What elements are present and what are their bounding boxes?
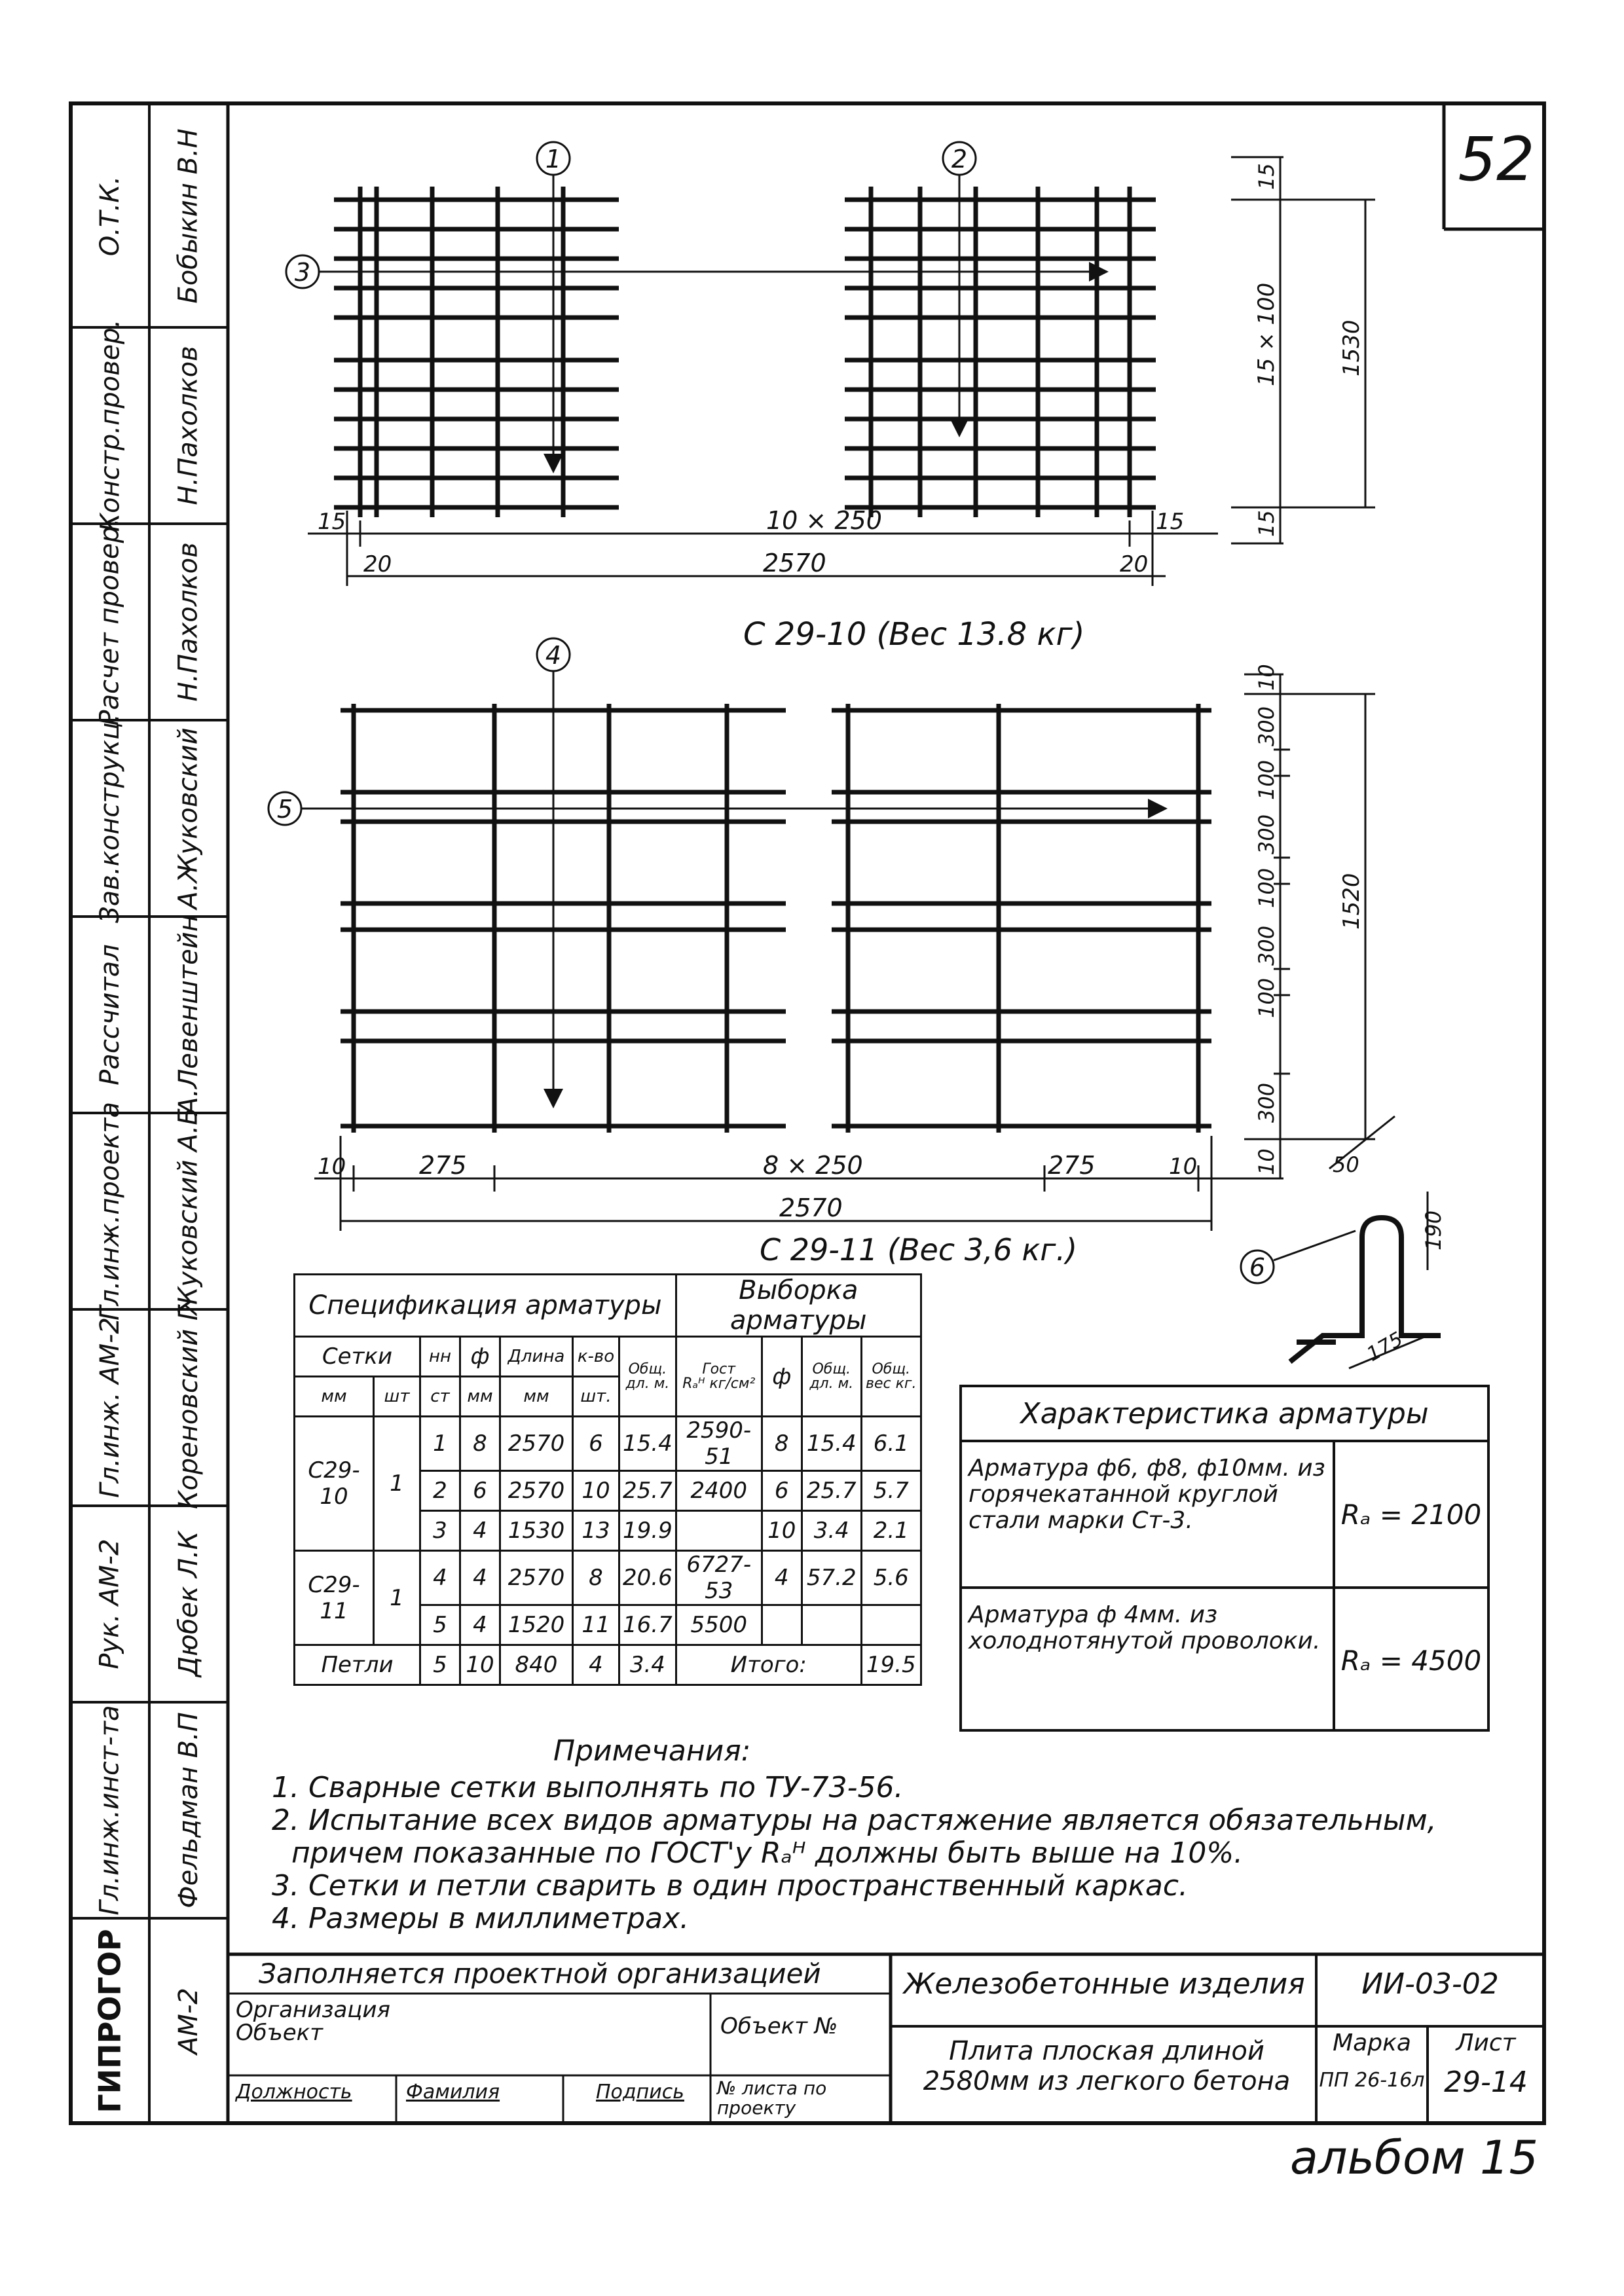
side-name: Жуковский А.Б [174,1107,204,1315]
hdr-sht2: шт. [573,1377,619,1417]
dim2-overall: 2570 [779,1194,843,1222]
hdr-st: ст [420,1377,460,1417]
cell: 25.7 [619,1471,676,1511]
side-role: Гл.инж.инст-та [95,1705,125,1916]
tb-sheet-label: Лист [1456,2030,1516,2056]
dim-top: 15 [1254,163,1279,190]
side-role: Гл.инж. АМ-2 [95,1317,125,1498]
dim2-bottom: 10 [1254,1148,1279,1175]
cell: 5500 [676,1605,762,1645]
hdr-kvo: к-во [573,1337,619,1377]
cell: 5.6 [861,1551,921,1605]
hdr-dlina: Длина [500,1337,573,1377]
cell: 5.7 [861,1471,921,1511]
cell: 11 [573,1605,619,1645]
dim2-v: 300 [1254,925,1279,966]
cell: 6 [762,1471,802,1511]
dim2-v: 300 [1254,814,1279,854]
side-dept: АМ-2 [173,1987,204,2054]
dim2-left-span: 275 [419,1151,467,1180]
dim-spacing: 15 × 100 [1253,282,1280,386]
cell: 15.4 [619,1417,676,1471]
side-org: ГИПРОГОР [92,1928,128,2113]
cell: 2590-51 [676,1417,762,1471]
spec-title: Спецификация арматуры [295,1275,676,1337]
cell: 2570 [500,1551,573,1605]
total-value: 19.5 [861,1645,921,1685]
dim2-left-end: 10 [318,1154,346,1180]
hdr-setki: Сетки [295,1337,420,1377]
side-name: А.Жуковский [174,727,204,909]
cell: 2.1 [861,1511,921,1551]
dim-middle: 10 × 250 [766,506,882,535]
side-role: Зав.конструкц. [95,714,125,923]
caption-c29-10: С 29-10 (Вес 13.8 кг) [743,616,1085,653]
dim-inner-right: 20 [1120,551,1149,577]
dim2-height: 1520 [1338,873,1365,930]
cell: 2 [420,1471,460,1511]
hdr-gost: Гост Rₐᴴ кг/см² [676,1337,762,1417]
cell: 6727-53 [676,1551,762,1605]
cell: 5 [420,1605,460,1645]
tb-code: ИИ-03-02 [1361,1967,1499,2001]
side-name: Дюбек Л.К [174,1531,204,1677]
sheet-number: 52 [1458,124,1535,194]
side-role: Расчет провер. [95,518,125,726]
cell: 2570 [500,1471,573,1511]
hdr-phi2: ф [762,1337,802,1417]
hdr-phi: ф [460,1337,500,1377]
char-text: Арматура ф 4мм. из холоднотянутой проволоки. [962,1589,1335,1732]
note-item: причем показанные по ГОСТ'у Rₐᴴ должны быть выше на 10%. [291,1836,1244,1870]
dim-inner-left: 20 [363,551,392,577]
side-role: Рук. АМ-2 [95,1539,126,1669]
cell: 10 [573,1471,619,1511]
group-name: С29-11 [295,1551,374,1645]
hdr-obsh-ves: Общ. вес кг. [861,1337,921,1417]
dim2-v: 100 [1254,977,1279,1018]
hdr-nn: нн [420,1337,460,1377]
tb-org: Организация [236,1997,390,2023]
group-name: С29-10 [295,1417,374,1551]
cell: 8 [762,1417,802,1471]
loop-dim-a: 50 [1333,1152,1359,1177]
tb-category: Железобетонные изделия [904,1967,1305,2001]
hdr-sht: шт [374,1377,420,1417]
cell: 2570 [500,1417,573,1471]
note-item: 2. Испытание всех видов арматуры на растяжение является обязательным, [272,1804,1437,1837]
group-qty: 1 [374,1551,420,1645]
dim-height: 1530 [1338,319,1365,376]
side-name: Фельдман В.П [174,1712,204,1908]
cell: 57.2 [802,1551,861,1605]
cell: 6 [573,1417,619,1471]
caption-c29-11: С 29-11 (Вес 3,6 кг.) [760,1232,1078,1267]
cell: 10 [460,1645,500,1685]
hdr-obsh-dl: Общ. дл. м. [802,1337,861,1417]
tb-mark: ПП 26-16л [1319,2069,1425,2092]
side-role: Гл.инж.проекта [95,1101,125,1321]
cell: 4 [460,1511,500,1551]
cell: 1520 [500,1605,573,1645]
marker-1: 1 [545,145,562,173]
total-label: Итого: [676,1645,861,1685]
cell: 8 [573,1551,619,1605]
dim-bottom: 15 [1254,510,1279,537]
characteristics-title: Характеристика арматуры [962,1387,1487,1442]
side-role: Констр.провер. [95,319,126,532]
side-role: Рассчитал [95,944,125,1085]
note-item: 1. Сварные сетки выполнять по ТУ-73-56. [272,1771,904,1804]
dim-right-end: 15 [1156,509,1185,535]
marker-3: 3 [294,258,311,287]
hdr-obsh: Общ. дл. м. [619,1337,676,1417]
cell: 2400 [676,1471,762,1511]
cell: 4 [762,1551,802,1605]
note-item: 3. Сетки и петли сварить в один пространственный каркас. [272,1869,1189,1903]
dim2-right-end: 10 [1169,1154,1198,1180]
cell: 13 [573,1511,619,1551]
side-name: А.Левенштейн [174,915,204,1115]
cell: 1 [420,1417,460,1471]
cell: 5 [420,1645,460,1685]
char-value: Rₐ = 2100 [1340,1498,1482,1531]
dim2-top: 10 [1254,664,1279,691]
cell: 4 [460,1551,500,1605]
tb-position: Должность [236,2081,352,2104]
cell: 3.4 [619,1645,676,1685]
tb-surname: Фамилия [406,2081,500,2104]
note-item: 4. Размеры в миллиметрах. [272,1902,690,1935]
cell: 15.4 [802,1417,861,1471]
cell: 25.7 [802,1471,861,1511]
dim2-right-span: 275 [1048,1151,1096,1180]
cell: 840 [500,1645,573,1685]
cell: 16.7 [619,1605,676,1645]
hdr-mm2: мм [460,1377,500,1417]
loop-name: Петли [295,1645,420,1685]
album-note: альбом 15 [1290,2131,1539,2185]
side-name: Н.Пахолков [174,542,204,702]
dim2-middle: 8 × 250 [763,1151,863,1180]
cell: 3 [420,1511,460,1551]
cell: 3.4 [802,1511,861,1551]
dim2-v: 300 [1254,706,1279,746]
marker-5: 5 [276,795,293,824]
marker-4: 4 [545,641,562,670]
hdr-mm: мм [295,1377,374,1417]
cell: 19.9 [619,1511,676,1551]
notes-title: Примечания: [553,1734,751,1768]
cell: 6.1 [861,1417,921,1471]
cell: 8 [460,1417,500,1471]
marker-2: 2 [951,145,968,173]
group-qty: 1 [374,1417,420,1551]
tb-object-no: Объект № [720,2013,838,2039]
tb-sheet: 29-14 [1444,2066,1528,2099]
loop-dim-w: 175 [1363,1327,1407,1366]
tb-object: Объект [236,2020,323,2046]
cell: 1530 [500,1511,573,1551]
selection-title: Выборка арматуры [676,1275,921,1337]
cell: 4 [420,1551,460,1605]
cell: 4 [460,1605,500,1645]
side-role: О.Т.К. [95,175,125,257]
side-name: Кореновский Г [174,1305,204,1510]
tb-signature: Подпись [596,2081,684,2104]
char-value: Rₐ = 4500 [1340,1644,1482,1677]
char-text: Арматура ф6, ф8, ф10мм. из горячекатанной круглой стали марки Ст-3. [962,1442,1335,1586]
cell: 20.6 [619,1551,676,1605]
dim-overall: 2570 [763,549,826,577]
tb-sheet-no-project: № листа по проекту [717,2077,827,2119]
cell: 4 [573,1645,619,1685]
tb-item-name: Плита плоская длиной 2580мм из легкого бетона [923,2036,1291,2096]
side-name: Бобыкин В.Н [174,128,204,304]
cell: 6 [460,1471,500,1511]
marker-6: 6 [1249,1253,1266,1282]
loop-dim-h: 190 [1421,1210,1446,1250]
fill-note: Заполняется проектной организацией [259,1958,821,1990]
cell: 10 [762,1511,802,1551]
side-name: Н.Пахолков [174,346,204,505]
dim2-v: 100 [1254,759,1279,800]
dim-left-end: 15 [318,509,346,535]
dim2-v: 100 [1254,867,1279,908]
tb-mark-label: Марка [1333,2030,1411,2056]
dim2-v: 300 [1254,1082,1279,1123]
hdr-mm3: мм [500,1377,573,1417]
